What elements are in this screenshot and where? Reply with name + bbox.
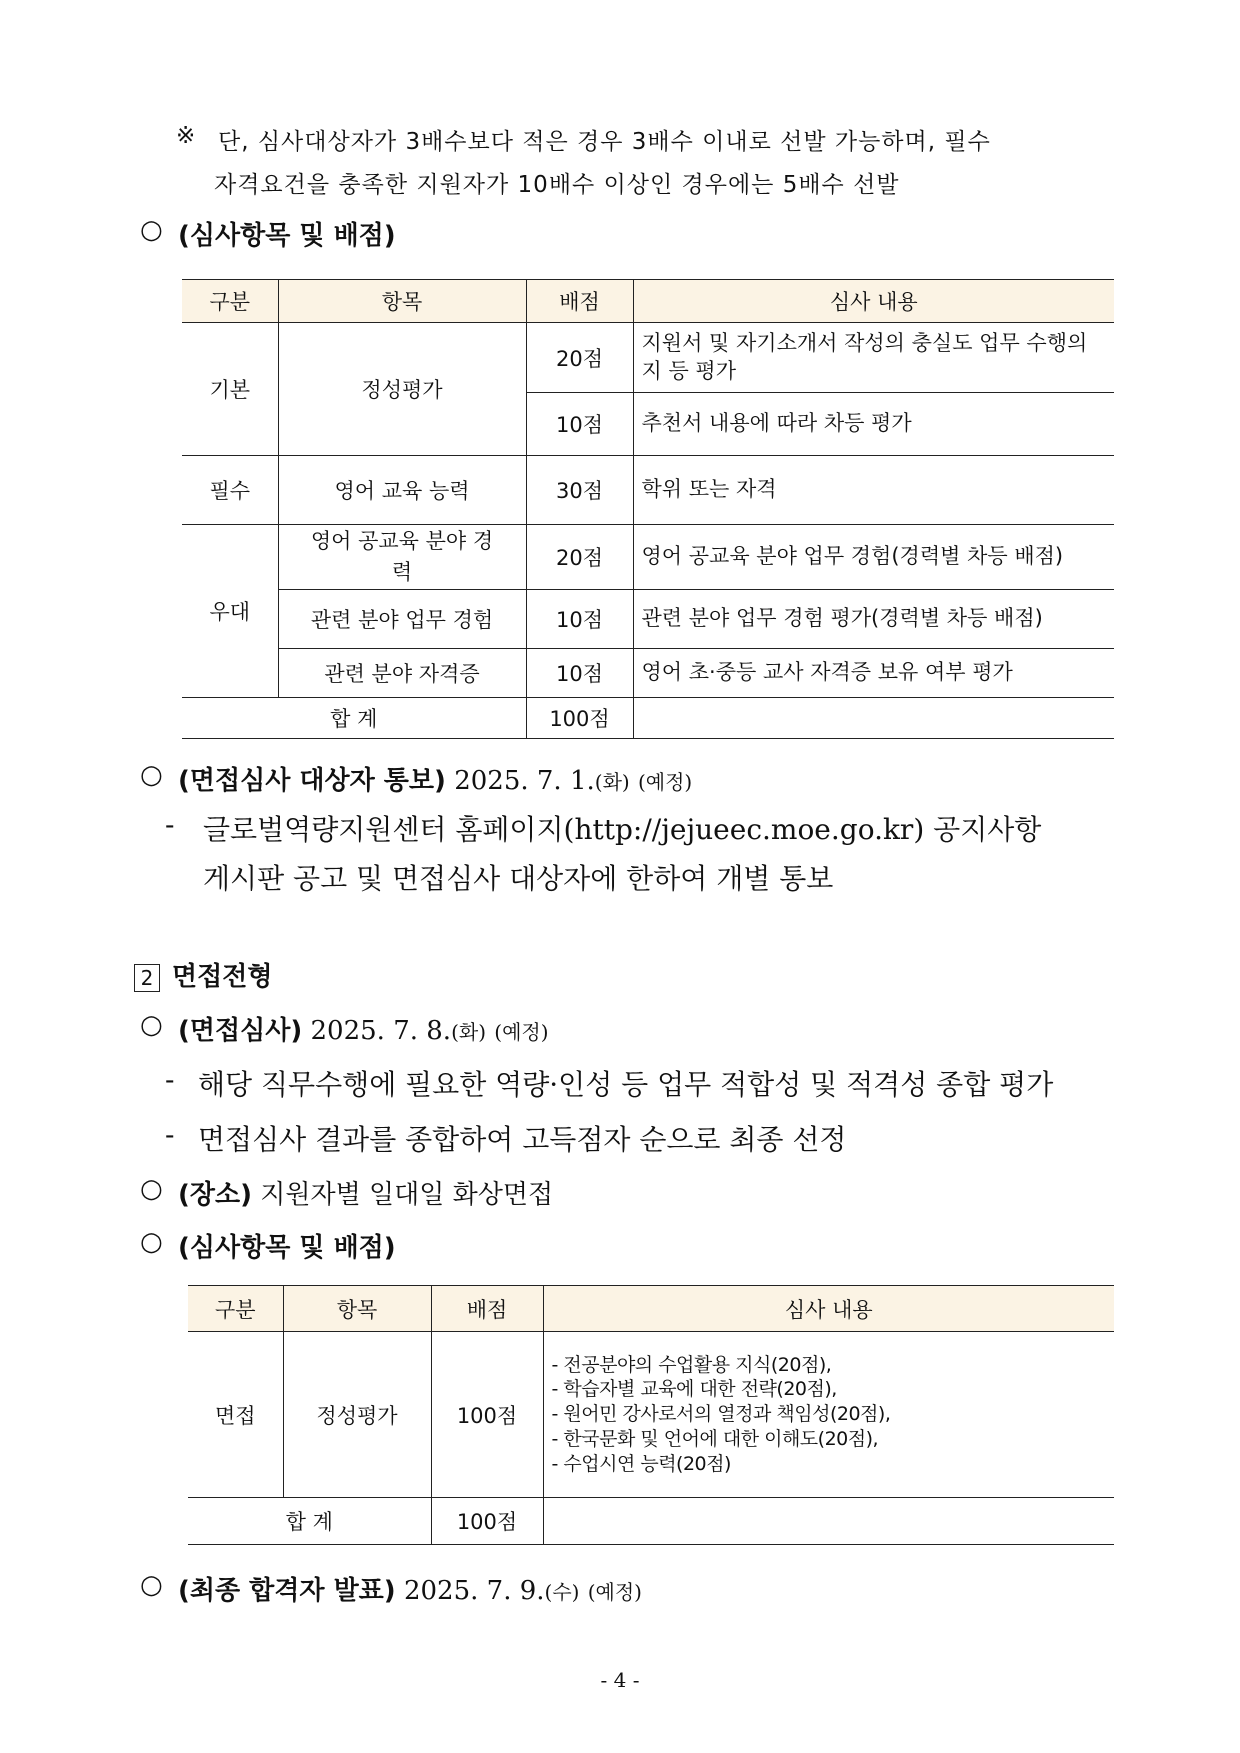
item-cell: 관련 분야 자격증 bbox=[278, 649, 526, 698]
content-cell: 지원서 및 자기소개서 작성의 충실도 업무 수행의지 등 평가 bbox=[633, 323, 1114, 393]
content-cell: 추천서 내용에 따라 차등 평가 bbox=[633, 393, 1114, 456]
section-heading: (심사항목 및 배점) bbox=[178, 1233, 396, 1263]
content-item: - 학습자별 교육에 대한 전략(20점), bbox=[551, 1378, 837, 1401]
score-cell: 10점 bbox=[526, 649, 633, 698]
note-line-1: 단, 심사대상자가 3배수보다 적은 경우 3배수 이내로 선발 가능하며, 필수 bbox=[218, 129, 991, 155]
category-cell: 필수 bbox=[182, 456, 278, 525]
content-cell bbox=[543, 1332, 1114, 1498]
bullet: ○ bbox=[140, 215, 163, 245]
category-cell: 면접 bbox=[188, 1332, 283, 1498]
bullet: ○ bbox=[140, 1570, 163, 1600]
final-date: 2025. 7. 9. bbox=[403, 1576, 545, 1606]
section-title: 면접전형 bbox=[172, 962, 273, 992]
dash: - bbox=[165, 1063, 175, 1096]
place-text: 지원자별 일대일 화상면접 bbox=[260, 1180, 554, 1210]
notify-line bbox=[178, 760, 692, 797]
item-cell: 관련 분야 업무 경험 bbox=[278, 590, 526, 649]
item-cell: 정성평가 bbox=[283, 1332, 431, 1498]
note-mark: ※ bbox=[176, 123, 197, 149]
score-cell: 30점 bbox=[526, 456, 633, 525]
note-line-2: 자격요건을 충족한 지원자가 10배수 이상인 경우에는 5배수 선발 bbox=[214, 172, 900, 198]
score-cell: 20점 bbox=[526, 323, 633, 393]
score-cell: 100점 bbox=[431, 1332, 543, 1498]
section-2-heading bbox=[134, 956, 272, 993]
category-cell: 우대 bbox=[182, 525, 278, 698]
place-label: (장소) bbox=[178, 1180, 252, 1210]
final-day: (수) bbox=[544, 1580, 580, 1604]
content-cell: 영어 초·중등 교사 자격증 보유 여부 평가 bbox=[633, 649, 1114, 698]
notify-day: (화) bbox=[594, 770, 630, 794]
section-heading: (심사항목 및 배점) bbox=[178, 221, 396, 251]
final-line bbox=[178, 1570, 642, 1607]
dash: - bbox=[165, 808, 175, 841]
content-item: - 수업시연 능력(20점) bbox=[551, 1452, 731, 1475]
interview-detail-2: 면접심사 결과를 종합하여 고득점자 순으로 최종 선정 bbox=[198, 1123, 847, 1156]
screening-table bbox=[182, 279, 1114, 739]
interview-line bbox=[178, 1010, 549, 1047]
score-cell: 10점 bbox=[526, 393, 633, 456]
score-cell: 10점 bbox=[526, 590, 633, 649]
item-cell: 영어 교육 능력 bbox=[278, 456, 526, 525]
header-cell: 배점 bbox=[431, 1286, 543, 1332]
header-cell: 구분 bbox=[182, 280, 278, 323]
interview-day: (화) bbox=[451, 1020, 487, 1044]
place-line bbox=[178, 1174, 553, 1211]
item-cell: 영어 공교육 분야 경력 bbox=[278, 525, 526, 590]
notify-detail-2: 게시판 공고 및 면접심사 대상자에 한하여 개별 통보 bbox=[203, 862, 834, 895]
category-cell: 기본 bbox=[182, 323, 278, 456]
final-status: (예정) bbox=[587, 1580, 642, 1604]
item-cell: 정성평가 bbox=[278, 323, 526, 456]
header-cell: 항목 bbox=[278, 280, 526, 323]
content-item: - 전공분야의 수업활용 지식(20점), bbox=[551, 1353, 832, 1376]
interview-date: 2025. 7. 8. bbox=[310, 1016, 452, 1046]
total-score: 100점 bbox=[431, 1498, 543, 1545]
bullet: ○ bbox=[140, 760, 163, 790]
final-label: (최종 합격자 발표) bbox=[178, 1576, 396, 1606]
content-item: - 원어민 강사로서의 열정과 책임성(20점), bbox=[551, 1403, 891, 1426]
content-cell: 영어 공교육 분야 업무 경험(경력별 차등 배점) bbox=[633, 525, 1114, 590]
bullet: ○ bbox=[140, 1010, 163, 1040]
page-number: - 4 - bbox=[600, 1668, 640, 1692]
content-cell: 학위 또는 자격 bbox=[633, 456, 1114, 525]
bullet: ○ bbox=[140, 1227, 163, 1257]
notify-detail-1: 글로벌역량지원센터 홈페이지(http://jejueec.moe.go.kr) 공지사항 bbox=[203, 813, 1042, 846]
total-label: 합 계 bbox=[188, 1498, 431, 1545]
bullet: ○ bbox=[140, 1174, 163, 1204]
header-cell: 심사 내용 bbox=[633, 280, 1114, 323]
empty-cell bbox=[633, 698, 1114, 739]
empty-cell bbox=[543, 1498, 1114, 1545]
dash: - bbox=[165, 1118, 175, 1151]
section-number: 2 bbox=[134, 964, 160, 992]
header-cell: 항목 bbox=[283, 1286, 431, 1332]
header-cell: 배점 bbox=[526, 280, 633, 323]
total-score: 100점 bbox=[526, 698, 633, 739]
interview-table bbox=[188, 1285, 1114, 1545]
total-label: 합 계 bbox=[182, 698, 526, 739]
header-cell: 구분 bbox=[188, 1286, 283, 1332]
score-cell: 20점 bbox=[526, 525, 633, 590]
notify-status: (예정) bbox=[637, 770, 693, 794]
content-item: - 한국문화 및 언어에 대한 이해도(20점), bbox=[551, 1427, 879, 1450]
content-cell: 관련 분야 업무 경험 평가(경력별 차등 배점) bbox=[633, 590, 1114, 649]
interview-status: (예정) bbox=[494, 1020, 549, 1044]
header-cell: 심사 내용 bbox=[543, 1286, 1114, 1332]
notify-date: 2025. 7. 1. bbox=[454, 766, 595, 796]
interview-label: (면접심사) bbox=[178, 1016, 303, 1046]
notify-label: (면접심사 대상자 통보) bbox=[178, 766, 446, 796]
interview-detail-1: 해당 직무수행에 필요한 역량·인성 등 업무 적합성 및 적격성 종합 평가 bbox=[198, 1068, 1054, 1101]
